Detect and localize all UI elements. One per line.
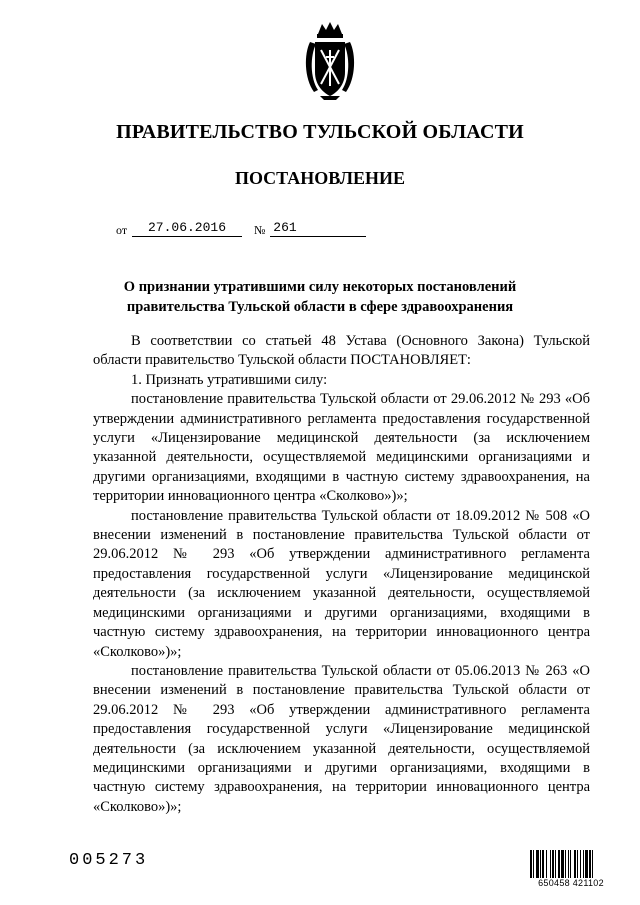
- paragraph-resolution-293: постановление правительства Тульской области от 29.06.2012 № 293 «Об утверждении административного регламента предоставления государственной услуги «Лицензирование медицинской деятельности (за исключением указанной деятельности, осуществляемой медицинскими организациями и другими организациями, входящими в частную систему здравоохранения, на территории инновационного центра «Сколково»)»;: [93, 391, 590, 505]
- paragraph-item-1: 1. Признать утратившими силу:: [131, 371, 328, 388]
- tula-coat-of-arms-icon: [300, 20, 360, 102]
- document-date: 27.06.2016: [147, 220, 226, 235]
- subject-line-2: правительства Тульской области в сфере здравоохранения: [126, 299, 514, 315]
- page-number: 005273: [69, 851, 149, 870]
- paragraph-resolution-263: постановление правительства Тульской области от 05.06.2013 № 263 «О внесении изменений в постановление правительства Тульской области от 29.06.2012 № 293 «Об утверждении административного регламента предоставления государственной услуги «Лицензирование медицинской деятельности (за исключением указанной деятельности, осуществляемой медицинскими организациями и другими организациями, входящими в частную систему здравоохранения, на территории инновационного центра «Сколково»)»;: [93, 662, 590, 815]
- subject-line-1: О признании утратившими силу некоторых постановлений: [123, 279, 517, 295]
- government-title: ПРАВИТЕЛЬСТВО ТУЛЬСКОЙ ОБЛАСТИ: [116, 121, 524, 143]
- date-prefix: от: [116, 223, 128, 237]
- document-body: [93, 332, 590, 817]
- document-type: ПОСТАНОВЛЕНИЕ: [234, 168, 406, 188]
- paragraph-resolution-508: постановление правительства Тульской области от 18.09.2012 № 508 «О внесении изменений в постановление правительства Тульской области от 29.06.2012 № 293 «Об утверждении административного регламента предоставления государственной услуги «Лицензирование медицинской деятельности (за исключением указанной деятельности, осуществляемой медицинскими организациями и другими организациями, входящими в частную систему здравоохранения, на территории инновационного центра «Сколково»)»;: [93, 507, 590, 660]
- number-prefix: №: [254, 223, 266, 237]
- document-subject: [80, 277, 560, 317]
- date-number-line: [116, 218, 376, 240]
- document-number: 261: [273, 220, 297, 235]
- paragraph-preamble: В соответствии со статьей 48 Устава (Основного Закона) Тульской области правительство Тульской области ПОСТАНОВЛЯЕТ:: [93, 333, 590, 369]
- barcode-number: 650458 421102: [528, 878, 614, 888]
